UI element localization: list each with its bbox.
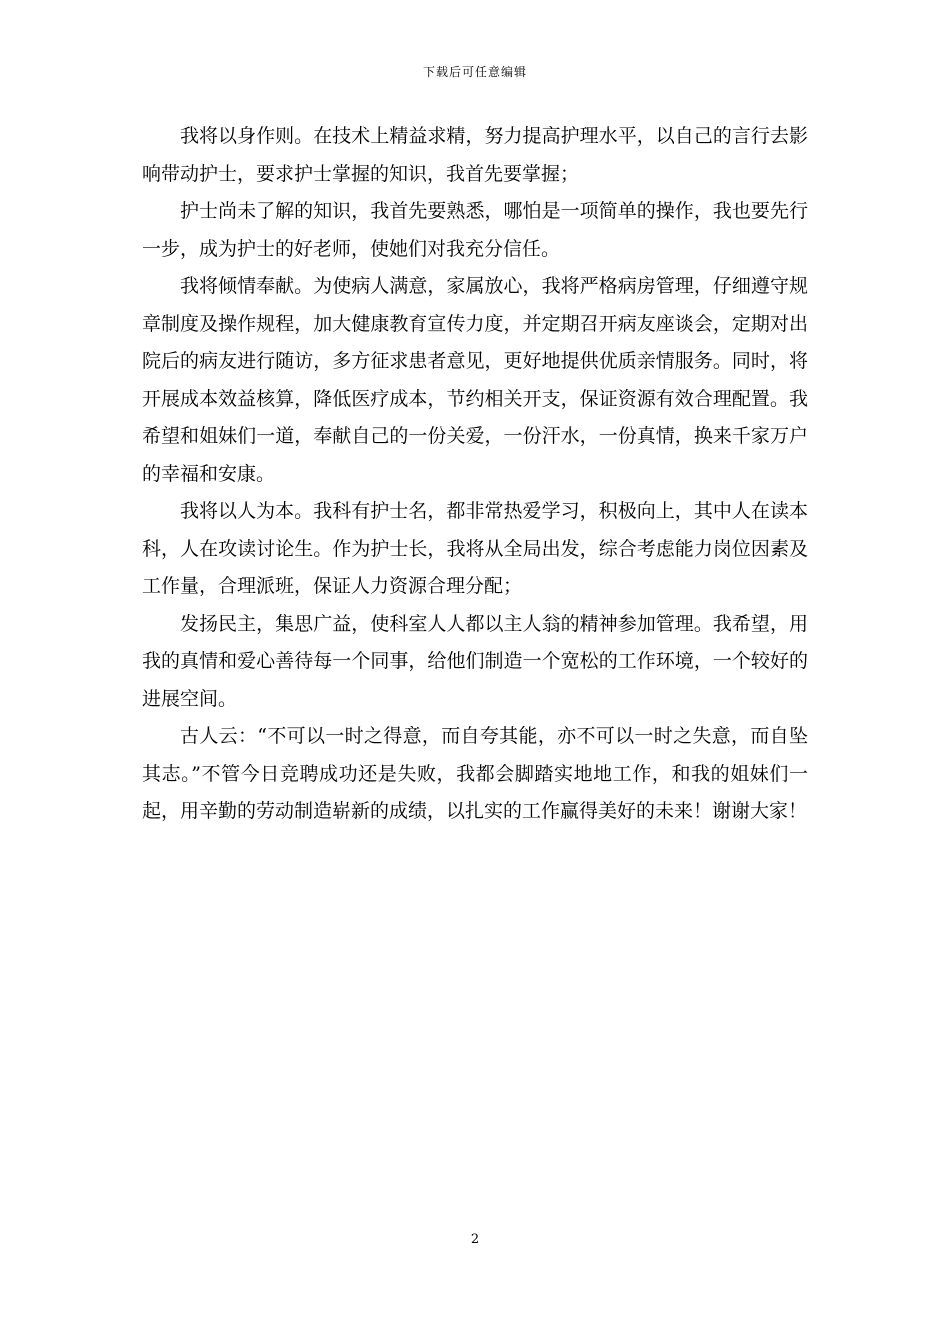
paragraph-dedication: 我将倾情奉献。为使病人满意，家属放心，我将严格病房管理，仔细遵守规章制度及操作规程，加大健康教育宣传力度，并定期召开病友座谈会，定期对出院后的病友进行随访，多方征求患者意见，更好地提供优质亲情服务。同时，将开展成本效益核算，降低医疗成本，节约相关开支，保证资源有效合理配置。我希望和姐妹们一道，奉献自己的一份关爱，一份汗水，一份真情，换来千家万户的幸福和安康。 (142, 275, 808, 485)
document-body (142, 118, 808, 831)
paragraph-democracy: 发扬民主，集思广益，使科室人人都以主人翁的精神参加管理。我希望，用我的真情和爱心善待每一个同事，给他们制造一个宽松的工作环境，一个较好的进展空间。 (142, 612, 808, 710)
paragraph-closing: 古人云：“不可以一时之得意，而自夸其能，亦不可以一时之失意，而自坠其志。”不管今日竞聘成功还是失败，我都会脚踏实地地工作，和我的姐妹们一起，用辛勤的劳动制造崭新的成绩，以扎实的工作赢得美好的未来！谢谢大家！ (142, 725, 808, 822)
page-number: 2 (470, 1232, 480, 1247)
paragraph-lead-by-example: 我将以身作则。在技术上精益求精，努力提高护理水平，以自己的言行去影响带动护士，要求护士掌握的知识，我首先要掌握； (142, 125, 808, 185)
page-header: 下载后可任意编辑 (422, 65, 527, 79)
paragraph-nurse-teacher: 护士尚未了解的知识，我首先要熟悉，哪怕是一项简单的操作，我也要先行一步，成为护士的好老师，使她们对我充分信任。 (142, 200, 808, 260)
paragraph-people-oriented: 我将以人为本。我科有护士名，都非常热爱学习，积极向上，其中人在读本科，人在攻读讨论生。作为护士长，我将从全局出发，综合考虑能力岗位因素及工作量，合理派班，保证人力资源合理分配； (142, 500, 808, 597)
